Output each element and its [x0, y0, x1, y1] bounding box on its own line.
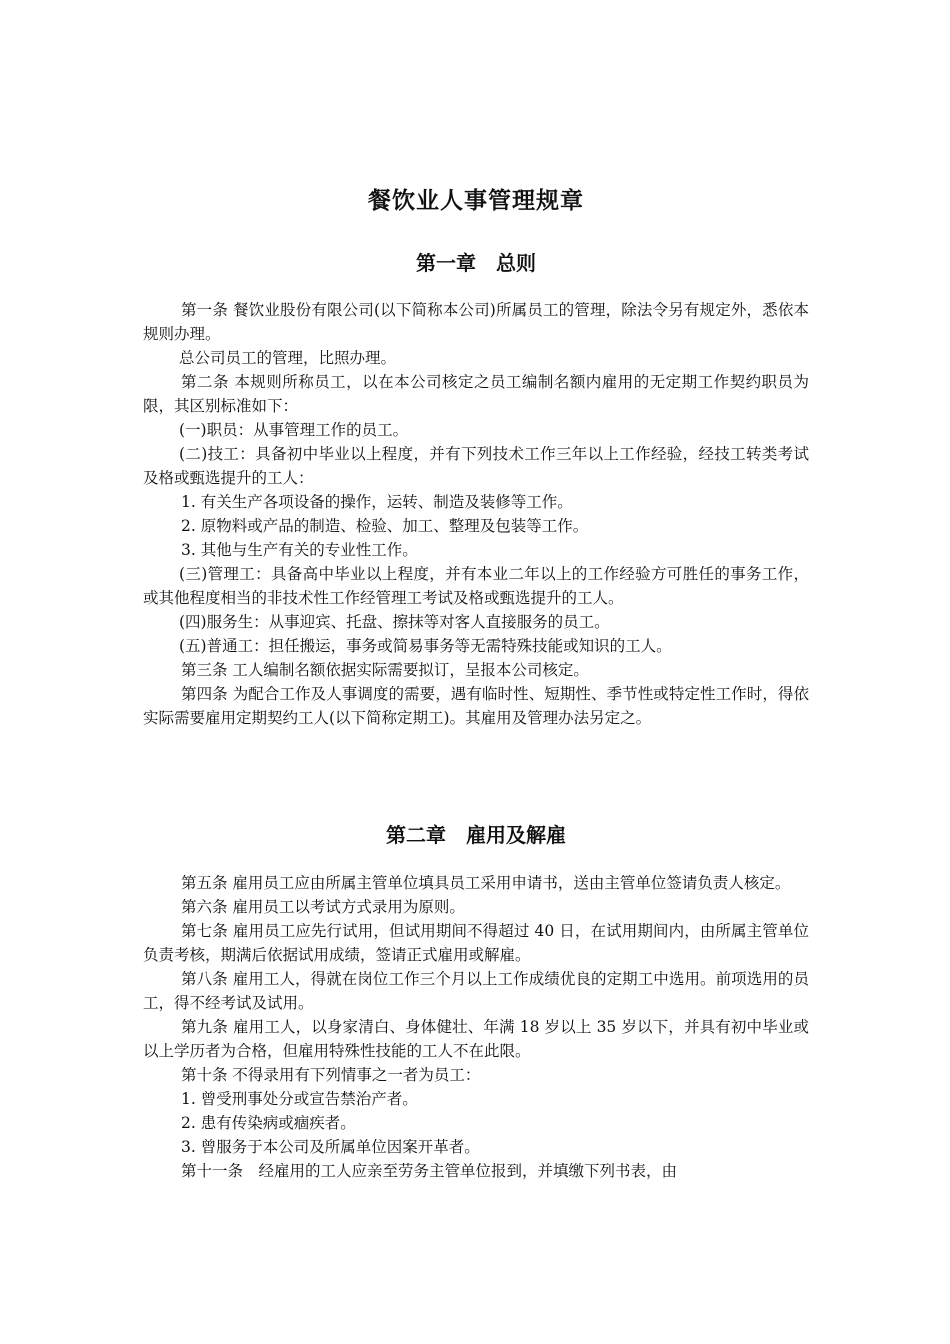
list-item: 1. 曾受刑事处分或宣告禁治产者。: [181, 1090, 418, 1108]
list-item: (三)管理工：具备高中毕业以上程度，并有本业二年以上的工作经验方可胜任的事务工作，或其他程度相当的非技术性工作经管理工考试及格或甄选提升的工人。: [143, 565, 809, 607]
article-5: 第五条 雇用员工应由所属主管单位填具员工采用申请书，送由主管单位签请负责人核定。: [181, 874, 791, 892]
list-item: (二)技工：具备初中毕业以上程度，并有下列技术工作三年以上工作经验，经技工转类考试及格或甄选提升的工人：: [143, 445, 809, 487]
chapter-2-body: [143, 871, 809, 1183]
document-title: 餐饮业人事管理规章: [368, 187, 584, 214]
article-4: 第四条 为配合工作及人事调度的需要，遇有临时性、短期性、季节性或特定性工作时，得依实际需要雇用定期契约工人(以下简称定期工)。其雇用及管理办法另定之。: [143, 685, 809, 727]
chapter-1-heading: 第一章 总则: [416, 251, 536, 275]
list-item: 3. 其他与生产有关的专业性工作。: [181, 541, 418, 559]
list-item: (五)普通工：担任搬运，事务或简易事务等无需特殊技能或知识的工人。: [179, 637, 672, 655]
article-11: 第十一条 经雇用的工人应亲至劳务主管单位报到，并填缴下列书表，由: [181, 1162, 678, 1180]
chapter-2-heading: 第二章 雇用及解雇: [386, 823, 566, 847]
list-item: 1. 有关生产各项设备的操作，运转、制造及装修等工作。: [181, 493, 573, 511]
list-item: 2. 患有传染病或痼疾者。: [181, 1114, 356, 1132]
list-item: (四)服务生：从事迎宾、托盘、擦抹等对客人直接服务的员工。: [179, 613, 610, 631]
article-2: 第二条 本规则所称员工，以在本公司核定之员工编制名额内雇用的无定期工作契约职员为限，其区别标准如下：: [143, 373, 809, 415]
article-8: 第八条 雇用工人，得就在岗位工作三个月以上工作成绩优良的定期工中选用。前项选用的员工，得不经考试及试用。: [143, 970, 809, 1012]
article-9: 第九条 雇用工人，以身家清白、身体健壮、年满 18 岁以上 35 岁以下，并具有初中毕业或以上学历者为合格，但雇用特殊性技能的工人不在此限。: [143, 1018, 809, 1060]
list-item: 2. 原物料或产品的制造、检验、加工、整理及包装等工作。: [181, 517, 589, 535]
article-3: 第三条 工人编制名额依据实际需要拟订，呈报本公司核定。: [181, 661, 589, 679]
list-item: (一)职员：从事管理工作的员工。: [179, 421, 409, 439]
chapter-1-body: [143, 298, 809, 730]
list-item: 3. 曾服务于本公司及所属单位因案开革者。: [181, 1138, 480, 1156]
article-1: 第一条 餐饮业股份有限公司(以下简称本公司)所属员工的管理，除法令另有规定外，悉依本规则办理。: [143, 301, 809, 343]
article-6: 第六条 雇用员工以考试方式录用为原则。: [181, 898, 465, 916]
paragraph: 总公司员工的管理，比照办理。: [179, 349, 397, 367]
article-7: 第七条 雇用员工应先行试用，但试用期间不得超过 40 日，在试用期间内，由所属主管单位负责考核，期满后依据试用成绩，签请正式雇用或解雇。: [143, 922, 809, 964]
article-10: 第十条 不得录用有下列情事之一者为员工：: [181, 1066, 481, 1084]
